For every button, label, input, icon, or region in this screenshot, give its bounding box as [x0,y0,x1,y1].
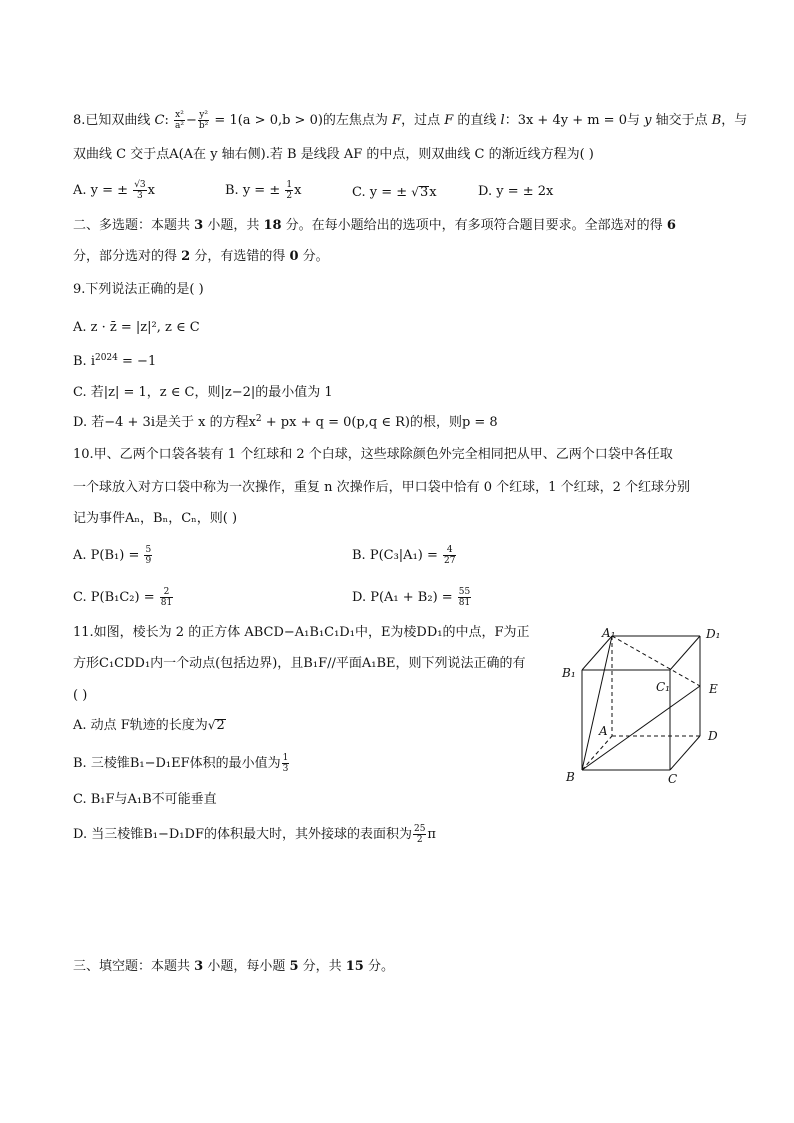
q9-option-b: B. $i^{2024} = -1$ [73,353,157,369]
q8-stem-line1: 8.已知双曲线 C: $\frac{\text{x²}}{\text{a²}}$ − $\frac{\text{y²}}{\text{b²}}$ = 1(a > 0,b > 0)的左焦点为 F，过点 F 的直线 l：3x + 4y + m = 0与 y 轴交于点 B，与 [73,110,748,131]
q9-option-c: C. 若|z| = 1，z ∈ C，则|z−2|的最小值为 1 [73,385,333,400]
section2-header-line2: 分，部分选对的得 2 分，有选错的得 0 分。 [73,249,329,264]
q10-stem-line3: 记为事件Aₙ，Bₙ，Cₙ，则( ) [73,511,238,526]
q9-option-d: D. 若−4 + 3i是关于 x 的方程$x^2$ + px + q = 0(p,q ∈ R)的根，则p = 8 [73,414,498,430]
q10-stem-line2: 一个球放入对方口袋中称为一次操作，重复 n 次操作后，甲口袋中恰有 0 个红球，1 个红球，2 个红球分别 [73,480,690,495]
q8-option-a: A. y = ± $\frac{√3}{3}$ x [73,180,155,201]
section3-header: 三、填空题：本题共 3 小题，每小题 5 分，共 15 分。 [73,959,394,974]
fraction: $\frac{\text{x²}}{\text{a²}}$ [175,110,184,131]
q11-stem-line3: ( ) [73,688,88,703]
segment-a1-e [612,636,700,686]
q8-option-b: B. y = ± $\frac{1}{2}$ x [225,180,302,201]
label-c1: C₁ [656,680,670,694]
q10-option-c: C. P(B₁C₂) = $\frac{2}{81}$ [73,587,173,608]
label-e: E [709,682,718,696]
q8-option-c: C. y = ± √3x [352,185,437,200]
q10-option-d: D. P(A₁ + B₂) = $\frac{55}{81}$ [352,587,471,608]
fraction: $\frac{\text{y²}}{\text{b²}}$ [198,110,209,131]
label-d: D [708,729,718,743]
label-b: B [566,770,575,784]
label-a: A [599,724,608,738]
q10-option-a: A. P(B₁) = $\frac{5}{9}$ [73,545,152,566]
segment-b-a1 [582,636,612,770]
q11-stem-line2: 方形C₁CDD₁内一个动点(包括边界)，且B₁F//平面A₁BE，则下列说法正确的有 [73,656,526,671]
q8-stem-line2: 双曲线 C 交于点A(A在 y 轴右侧).若 B 是线段 AF 的中点，则双曲线 C 的渐近线方程为( ) [73,147,594,162]
q9-option-a: A. z · z̄ = |z|², z ∈ C [73,320,200,335]
q11-stem-line1: 11.如图，棱长为 2 的正方体 ABCD−A₁B₁C₁D₁中，E为棱DD₁的中点，F为正 [73,625,530,640]
q11-option-d: D. 当三棱锥B₁−D₁DF的体积最大时，其外接球的表面积为 $\frac{25}{2}$ π [73,824,436,845]
q11-option-c: C. B₁F与A₁B不可能垂直 [73,792,217,807]
q8-option-d: D. y = ± 2x [478,184,554,199]
q11-option-b: B. 三棱锥B₁−D₁EF体积的最小值为 $\frac{1}{3}$ [73,753,289,774]
section2-header-line1: 二、多选题：本题共 3 小题，共 18 分。在每小题给出的选项中，有多项符合题目要求。全部选对的得 6 [73,218,676,233]
edge-b-a [582,736,612,770]
q9-stem: 9.下列说法正确的是( ) [73,282,204,297]
label-c: C [668,772,678,786]
label-b1: B₁ [562,666,576,680]
q10-stem-line1: 10.甲、乙两个口袋各装有 1 个红球和 2 个白球，这些球除颜色外完全相同把从甲、乙两个口袋中各任取 [73,447,673,462]
edge-c-d [670,736,700,770]
label-a1: A₁ [602,626,616,640]
edge-c1-d1 [670,636,700,670]
q10-option-b: B. P(C₃|A₁) = $\frac{4}{27}$ [352,545,456,566]
q11-option-a: A. 动点 F轨迹的长度为√2 [73,718,225,733]
edge-b1-a1 [582,636,612,670]
cube-figure [560,625,735,790]
label-d1: D₁ [706,627,721,641]
